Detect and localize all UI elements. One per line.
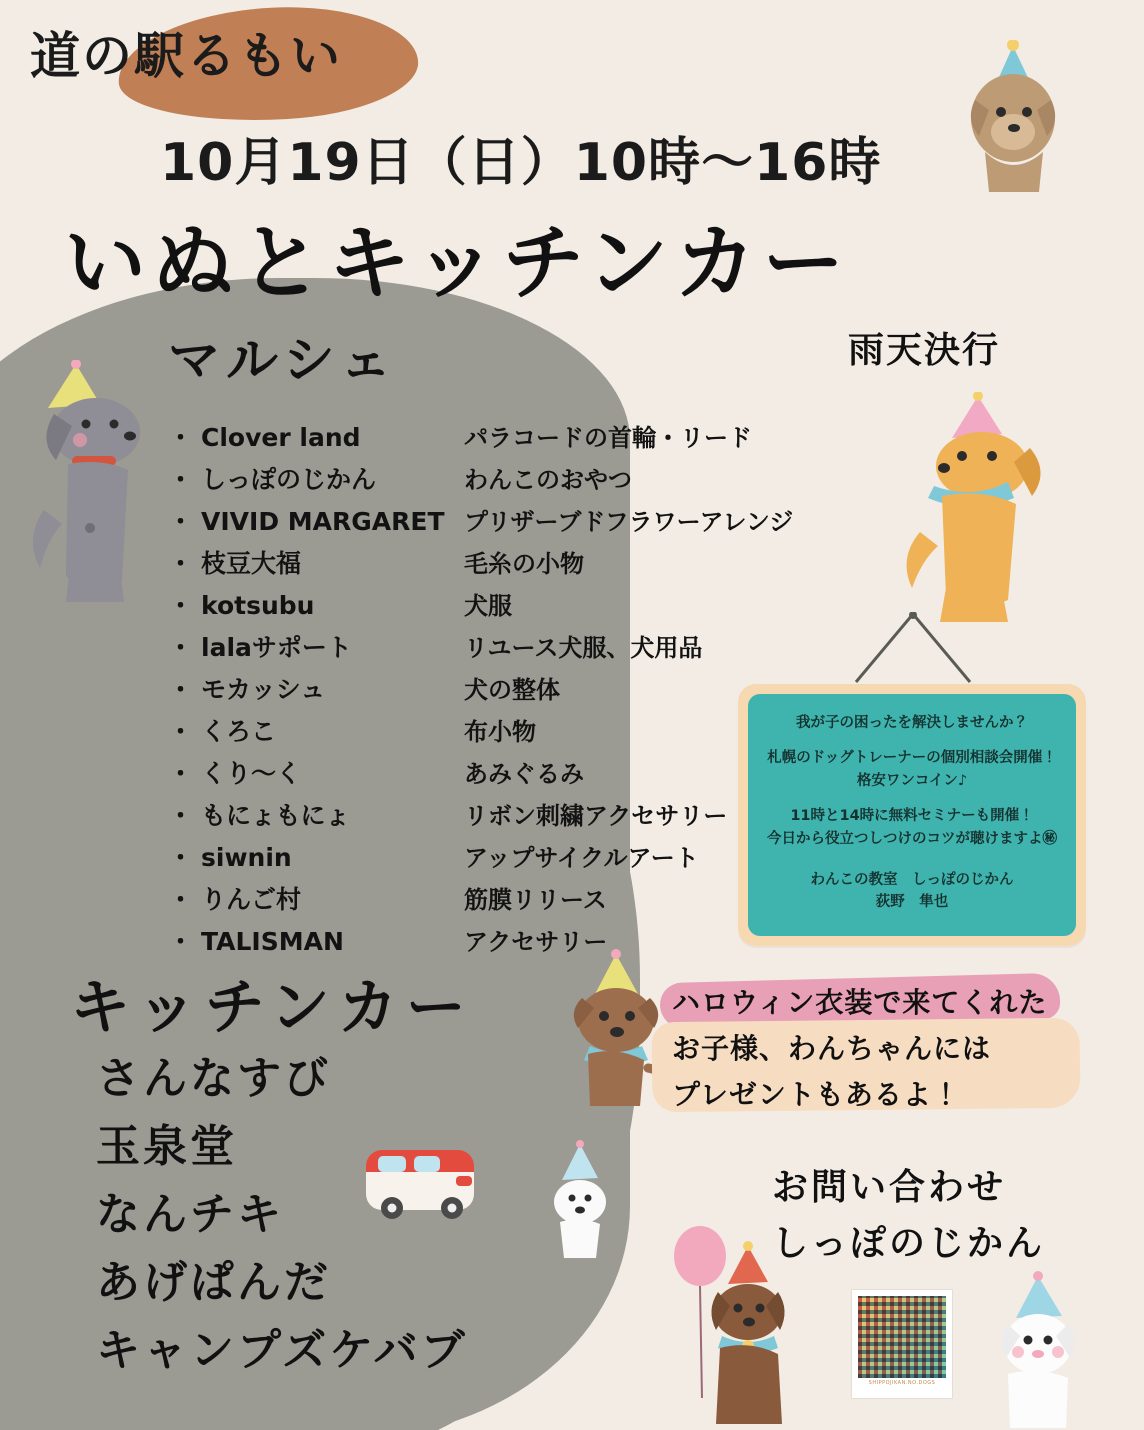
vendor-name-text: しっぽのじかん xyxy=(201,465,377,494)
vendor-name-text: TALISMAN xyxy=(201,927,344,956)
list-item xyxy=(168,418,848,460)
list-item xyxy=(168,628,848,670)
list-item: 玉泉堂 xyxy=(96,1121,237,1172)
vendor-name xyxy=(168,418,464,454)
bullet-icon: ・ xyxy=(168,465,194,494)
vendor-name xyxy=(168,628,464,664)
vendor-name-text: siwnin xyxy=(201,843,292,872)
seminar-line-1: 我が子の困ったを解決しませんか？ xyxy=(796,715,1028,731)
vendor-name-text: Clover land xyxy=(201,423,361,452)
qr-caption: SHIPPOJIKAN.NO.DOGS xyxy=(868,1380,936,1386)
vendor-name-text: VIVID MARGARET xyxy=(201,507,445,536)
list-item: キャンプズケバブ xyxy=(96,1325,468,1376)
event-subtitle: マルシェ xyxy=(168,331,398,391)
rain-note: 雨天決行 xyxy=(848,330,1001,371)
banner-line-1: ハロウィン衣装で来てくれた xyxy=(672,986,1048,1019)
kitchen-car-title: キッチンカー xyxy=(70,973,474,1043)
vendor-description: 筋膜リリース xyxy=(464,886,607,914)
bullet-icon: ・ xyxy=(168,591,194,620)
seminar-signature-org: わんこの教室 しっぽのじかん xyxy=(810,872,1014,888)
vendor-name xyxy=(168,460,464,496)
yellow-dog-illustration xyxy=(890,392,1070,622)
vendor-description: わんこのおやつ xyxy=(464,466,632,494)
seminar-line-2: 札幌のドッグトレーナーの個別相談会開催！ xyxy=(767,750,1057,766)
contact-name: しっぽのじかん xyxy=(772,1223,1046,1264)
page-title-place: 道の駅るもい xyxy=(30,27,342,85)
halloween-banner xyxy=(650,972,1090,1122)
banner-text xyxy=(672,980,1082,1118)
white-dog-illustration xyxy=(534,1140,624,1260)
qr-code-image xyxy=(858,1296,946,1378)
bullet-icon: ・ xyxy=(168,801,194,830)
seminar-line-4: 11時と14時に無料セミナーも開催！ xyxy=(790,808,1034,824)
bullet-icon: ・ xyxy=(168,507,194,536)
gray-dog-illustration xyxy=(18,360,178,620)
contact-block xyxy=(772,1160,1045,1272)
vendor-name-text: くり〜く xyxy=(201,759,302,788)
bullet-icon: ・ xyxy=(168,549,194,578)
vendor-name xyxy=(168,670,464,706)
vendor-name xyxy=(168,754,464,790)
seminar-line-5: 今日から役立つしつけのコツが聴けますよ㊙ xyxy=(767,831,1057,847)
balloon-dog-illustration xyxy=(672,1218,802,1430)
bullet-icon: ・ xyxy=(168,423,194,452)
vendor-description: プリザーブドフラワーアレンジ xyxy=(464,508,794,536)
shaggy-dog-illustration xyxy=(955,40,1075,200)
qr-code-card[interactable] xyxy=(852,1290,952,1398)
vendor-name xyxy=(168,880,464,916)
vendor-name xyxy=(168,502,464,538)
bullet-icon: ・ xyxy=(168,675,194,704)
vendor-description: あみぐるみ xyxy=(464,760,584,788)
board-hanger-icon xyxy=(848,612,978,688)
vendor-description: リユース犬服、犬用品 xyxy=(464,634,703,662)
food-truck-icon xyxy=(356,1132,486,1222)
seminar-signature-name: 荻野 隼也 xyxy=(875,894,949,910)
seminar-board xyxy=(738,684,1086,946)
vendor-description: 毛糸の小物 xyxy=(464,550,584,578)
seminar-board-face xyxy=(748,694,1076,936)
vendor-name-text: モカッシュ xyxy=(201,675,326,704)
vendor-name xyxy=(168,712,464,748)
spacer xyxy=(762,793,1062,805)
vendor-description: 犬服 xyxy=(464,592,512,620)
list-item xyxy=(168,544,848,586)
event-title: いぬとキッチンカー xyxy=(64,216,851,311)
bullet-icon: ・ xyxy=(168,633,194,662)
bullet-icon: ・ xyxy=(168,759,194,788)
bullet-icon: ・ xyxy=(168,843,194,872)
list-item xyxy=(168,586,848,628)
vendor-name xyxy=(168,922,464,958)
vendor-name xyxy=(168,544,464,580)
list-item xyxy=(168,502,848,544)
white-party-dog-illustration xyxy=(978,1270,1098,1430)
vendor-name-text: 枝豆大福 xyxy=(201,549,302,578)
vendor-name xyxy=(168,796,464,832)
vendor-description: パラコードの首輪・リード xyxy=(464,424,752,452)
list-item xyxy=(168,460,848,502)
vendor-description: アップサイクルアート xyxy=(464,844,699,872)
vendor-name-text: くろこ xyxy=(201,717,277,746)
list-item: さんなすび xyxy=(96,1053,331,1104)
vendor-description: 犬の整体 xyxy=(464,676,560,704)
vendor-name xyxy=(168,586,464,622)
bullet-icon: ・ xyxy=(168,927,194,956)
vendor-description: リボン刺繍アクセサリー xyxy=(464,802,728,830)
contact-label: お問い合わせ xyxy=(772,1167,1007,1208)
seminar-signature xyxy=(762,869,1062,913)
list-item: なんチキ xyxy=(96,1189,284,1240)
event-date: 10月19日（日）10時〜16時 xyxy=(160,133,882,193)
spacer xyxy=(762,735,1062,747)
vendor-name-text: lalaサポート xyxy=(201,633,352,662)
bullet-icon: ・ xyxy=(168,885,194,914)
vendor-name-text: りんご村 xyxy=(201,885,302,914)
bullet-icon: ・ xyxy=(168,717,194,746)
vendor-description: アクセサリー xyxy=(464,928,608,956)
vendor-name xyxy=(168,838,464,874)
vendor-name-text: もにょもにょ xyxy=(201,801,351,830)
vendor-name-text: kotsubu xyxy=(201,591,315,620)
banner-line-3: プレゼントもあるよ！ xyxy=(672,1078,961,1111)
banner-line-2: お子様、わんちゃんには xyxy=(672,1032,992,1065)
list-item: あげぱんだ xyxy=(96,1257,331,1308)
seminar-line-3: 格安ワンコイン♪ xyxy=(856,773,968,789)
vendor-description: 布小物 xyxy=(464,718,536,746)
